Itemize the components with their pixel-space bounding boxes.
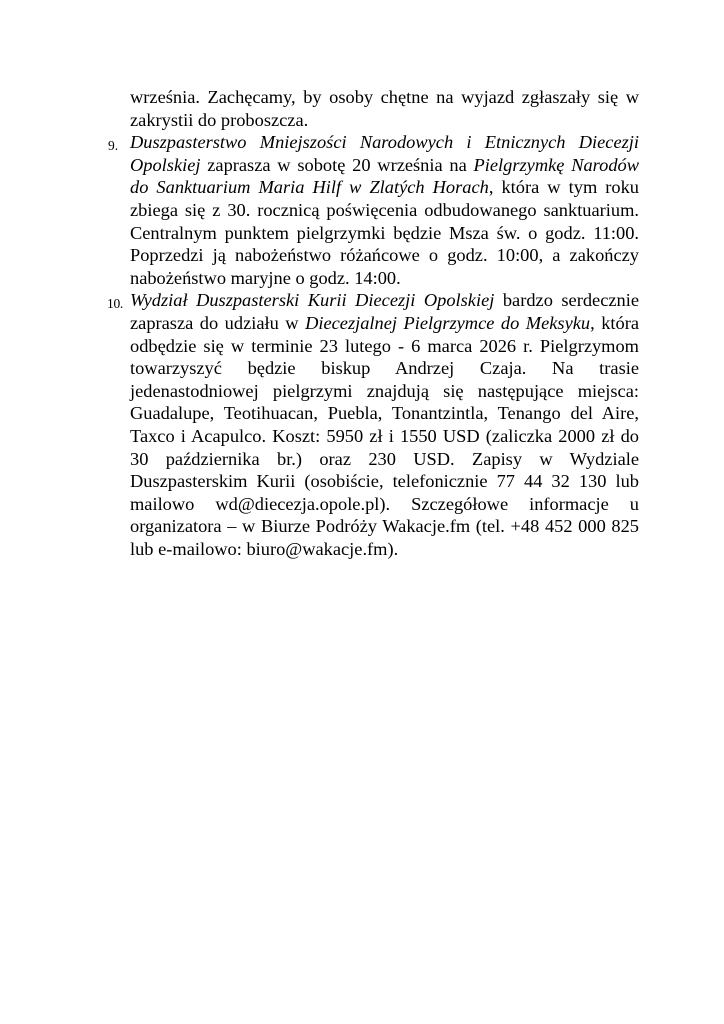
item-number: 10. <box>107 296 123 312</box>
text-fragment: , która w tym roku zbiega się z 30. rocznicą poświęcenia odbudowanego sanktuarium. Centralnym punktem pielgrzymki będzie Msza św. o godz. 11:00. Poprzedzi ją nabożeństwo różańcowe o godz. 10:00, a zakończy nabożeństwo maryjne o godz. 14:00. <box>130 177 639 288</box>
text-fragment: zaprasza w sobotę 20 września na <box>200 154 474 175</box>
announcement-item-9 <box>108 131 639 289</box>
event-name: Diecezjalnej Pielgrzymce do Meksyku <box>305 312 591 333</box>
intro-continuation: września. Zachęcamy, by osoby chętne na wyjazd zgłaszały się w zakrystii do proboszcza. <box>130 87 639 130</box>
organizer-name: Wydział Duszpasterski Kurii Diecezji Opolskiej <box>130 290 495 311</box>
event-name: Pielgrzymkę Narodów do Sanktuarium Maria Hilf w Zlatých Horach <box>130 154 639 198</box>
organizer-name: Duszpasterstwo Mniejszości Narodowych i Etnicznych Diecezji Opolskiej <box>130 132 639 175</box>
announcement-item-10 <box>108 289 639 560</box>
item-text <box>130 131 639 289</box>
text-fragment: , która odbędzie się w terminie 23 lutego - 6 marca 2026 r. Pielgrzymom towarzyszyć będzie biskup Andrzej Czaja. Na trasie jedenastodniowej pielgrzymi znajdują się następujące miejsca: Guadalupe, Teotihuacan, Puebla, Tonantzintla, Tenango del Aire, Taxco i Acapulco. Koszt: 5950 zł i 1550 USD (zaliczka 2000 zł do 30 października br.) oraz 230 USD. Zapisy w Wydziale Duszpasterskim Kurii (osobiście, telefonicznie 77 44 32 130 lub mailowo wd@diecezja.opole.pl). Szczegółowe informacje u organizatora – w Biurze Podróży Wakacje.fm (tel. +48 452 000 825 lub e-mailowo: biuro@wakacje.fm). <box>130 312 640 559</box>
item-text <box>130 289 639 560</box>
item-number: 9. <box>108 138 119 154</box>
text-fragment: bardzo serdecznie zaprasza do udziału w <box>130 290 639 333</box>
announcement-list <box>108 86 639 560</box>
